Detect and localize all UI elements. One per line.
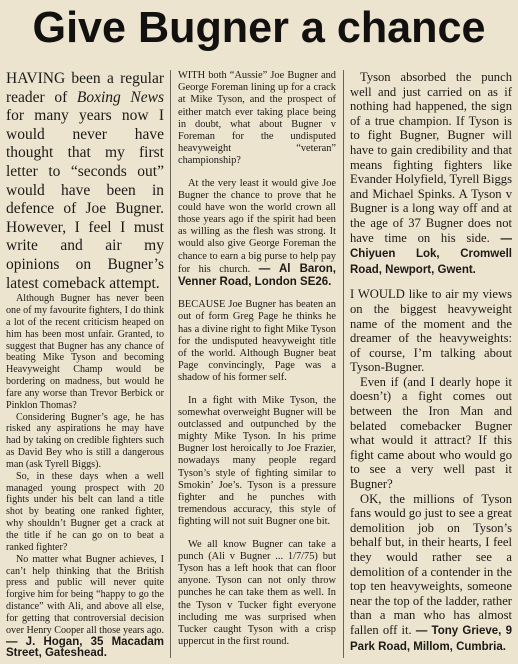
letter-2-signature: — Al Baron, Venner Road, London SE26. [178,262,336,288]
letter-2-paragraph-1: WITH both “Aussie” Joe Bugner and George Foreman lining up for a crack at Mike Tyson, and the prospect of either match ever taking place being in doubt, what about Bugner v Foreman for the undisputed heavyweight “veteran” championship? [178,70,336,167]
letter-4-signature: — Tony Grieve, 9 Park Road, Millom, Cumbria. [350,624,512,653]
column-rule-2 [343,70,344,658]
headline: Give Bugner a chance [32,3,486,52]
letter-4-paragraph-1: I WOULD like to air my views on the biggest heavyweight name of the moment and the dreamer of the heavyweights: of course, I’m talking about Tyson-Bugner. [350,287,512,375]
column-1 [6,70,164,660]
letter-3-paragraph-3-part-1: We all know Bugner can take a punch (Ali v Bugner ... 1/7/75) but Tyson has a left hook that can floor anyone. Tyson can not only throw punches he can take them as well. In the Tyson v Tucker fight everyone including me was surprised when Tucker caught Tyson with a crisp uppercut in the first round. [178,538,336,648]
letter-1-paragraph-4: So, in these days when a well managed young prospect with 20 fights under his belt can land a title shot by beating one ranked fighter, why shouldn’t Bugner get a crack at the title if he can go on to beat a ranked fighter? [6,470,164,553]
letter-1-paragraph-3: Considering Bugner’s age, he has risked any aspirations he may have had by taking on credible fighters such as David Bey who is still a dangerous man (ask Tyrell Biggs). [6,411,164,470]
letter-1-paragraph-5: No matter what Bugner achieves, I can’t help thinking that the British press and public will never quite forgive him for being “happy to go the distance” with Ali, and above all else, for getting that controversial decision over Henry Cooper all those years ago. — J. Hogan, 35 Macadam Street, Gateshead. [6,553,164,660]
letter-3-paragraph-2: In a fight with Mike Tyson, the somewhat overweight Bugner will be outclassed and outpunched by the mighty Mike Tyson. In his prime Bugner lost heroically to Joe Frazier, nowadays many people regard Tyson’s style of fighting similar to Smokin’ Joe’s. Tyson is a pressure fighter and he punches with tremendous accuracy, this style of fighting will not suit Bugner one bit. [178,394,336,528]
column-rule-1 [170,70,171,658]
column-3 [350,70,512,660]
letter-1-paragraph-1: HAVING been a regular reader of Boxing News for many years now I would never have thought that my first letter to “seconds out” would have been in defence of Joe Bugner. However, I feel I must write and air my opinions on Bugner’s latest comeback attempt. [6,70,164,292]
letter-4-paragraph-3: OK, the millions of Tyson fans would go just to see a great demolition job on Tyson’s behalf but, in their hearts, I feel they would rather see a demolition of a contender in the top ten heavyweights, someone near the top of the ladder, rather than a man who has almost fallen off it. — Tony Grieve, 9 Park Road, Millom, Cumbria. [350,491,512,653]
letter-3-signature: — Chiyuen Lok, Cromwell Road, Newport, Gwent. [350,232,512,276]
letter-1-paragraph-2: Although Bugner has never been one of my favourite fighters, I do think a lot of the recent criticism heaped on him has been most unfair. Granted, to suggest that Bugner has any chance of beating Mike Tyson and becoming Heavyweight Champ would be bordering on madness, but would he fare any worse than Trevor Berbick or Pinklon Thomas? [6,293,164,411]
letter-2-paragraph-2: At the very least it would give Joe Bugner the chance to prove that he could have won the world crown all those years ago if the spirit had been as willing as the flesh was strong. It would also give George Foreman the chance to earn a big purse to help pay for his church. — Al Baron, Venner Road, London SE26. [178,177,336,288]
letter-4-paragraph-2: Even if (and I dearly hope it doesn’t) a fight comes out between the Iron Man and belated comebacker Bugner what would it attract? If this fight came about who would go to see a very well past it Bugner? [350,374,512,492]
column-2 [178,70,336,660]
letter-3-paragraph-4: Tyson absorbed the punch well and just carried on as if nothing had happened, the sign of a true champion. If Tyson is to fight Bugner, Bugner will have to gain credibility and that means fighting fighters like Evander Holyfield, Tyrell Biggs and Michael Spinks. A Tyson v Bugner is a long way off and at the age of 37 Bugner does not have time on his side. — Chiyuen Lok, Cromwell Road, Newport, Gwent. [350,70,512,276]
letter-3-paragraph-1: BECAUSE Joe Bugner has beaten an out of form Greg Page he thinks he has a divine right to fight Mike Tyson for the undisputed heavyweight title of the world. Although Bugner beat Page convincingly, Page was a shadow of his former self. [178,299,336,384]
letter-1-signature: — J. Hogan, 35 Macadam Street, Gateshead. [6,635,164,660]
